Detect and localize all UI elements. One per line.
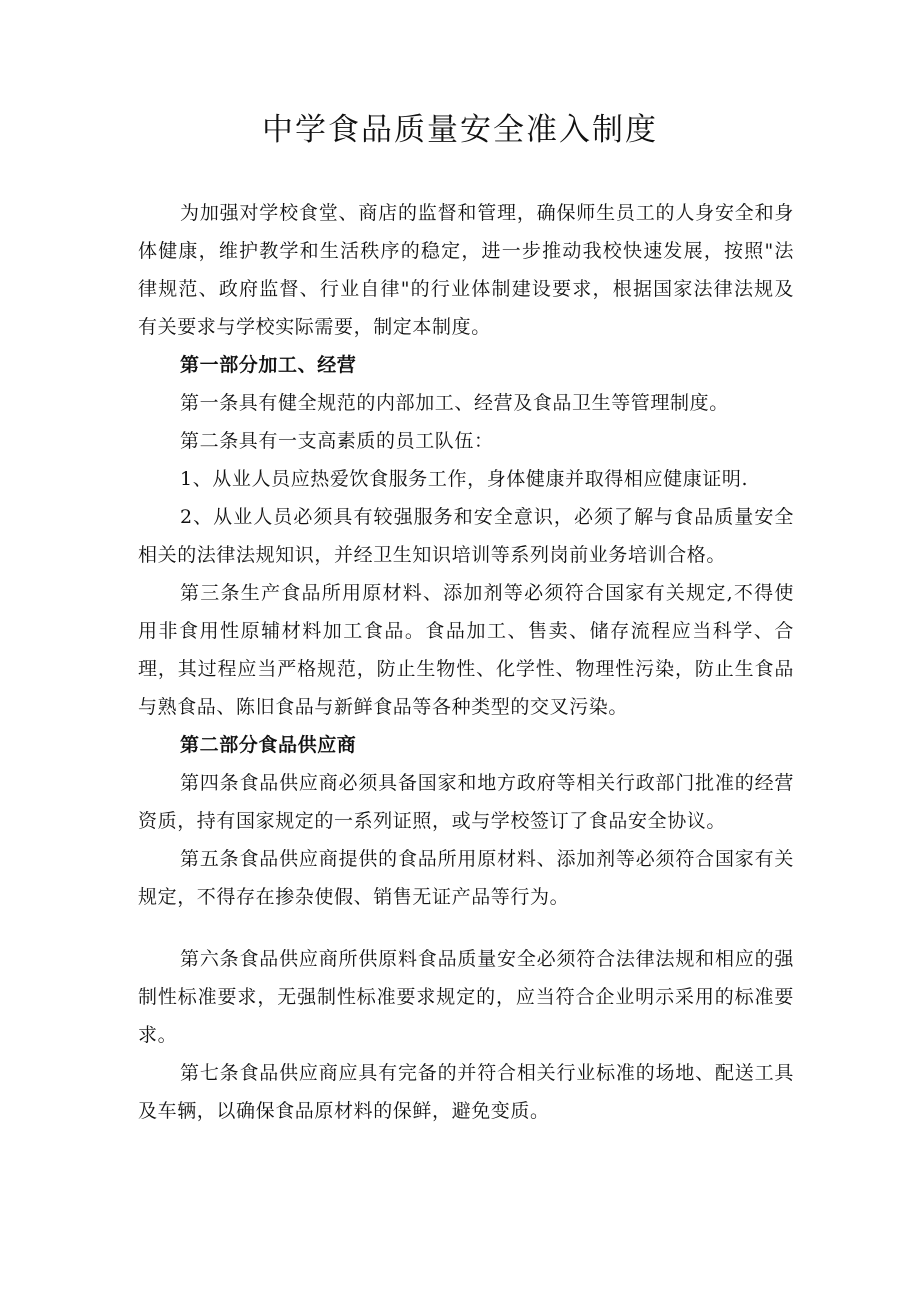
part2-heading: 第二部分食品供应商	[180, 734, 357, 756]
paragraph-gap	[138, 916, 794, 940]
article-5: 第五条食品供应商提供的食品所用原材料、添加剂等必须符合国家有关规定，不得存在掺杂使假、销售无证产品等行为。	[138, 848, 794, 908]
article-2-item-2: 2、从业人员必须具有较强服务和安全意识，必须了解与食品质量安全相关的法律法规知识，并经卫生知识培训等系列岗前业务培训合格。	[138, 506, 794, 566]
document-title: 中学食品质量安全准入制度	[262, 112, 658, 148]
article-1: 第一条具有健全规范的内部加工、经营及食品卫生等管理制度。	[180, 392, 729, 414]
article-4: 第四条食品供应商必须具备国家和地方政府等相关行政部门批准的经营资质，持有国家规定的一系列证照，或与学校签订了食品安全协议。	[138, 772, 794, 832]
article-2: 第二条具有一支高素质的员工队伍：	[180, 430, 494, 452]
article-7: 第七条食品供应商应具有完备的并符合相关行业标准的场地、配送工具及车辆，以确保食品原材料的保鲜，避免变质。	[138, 1062, 794, 1122]
article-2-item-1: 1、从业人员应热爱饮食服务工作，身体健康并取得相应健康证明.	[180, 468, 749, 490]
intro-paragraph: 为加强对学校食堂、商店的监督和管理，确保师生员工的人身安全和身体健康，维护教学和生活秩序的稳定，进一步推动我校快速发展，按照"法律规范、政府监督、行业自律"的行业体制建设要求，根据国家法律法规及有关要求与学校实际需要，制定本制度。	[138, 202, 794, 338]
part1-heading: 第一部分加工、经营	[180, 354, 357, 376]
article-6: 第六条食品供应商所供原料食品质量安全必须符合法律法规和相应的强制性标准要求，无强制性标准要求规定的，应当符合企业明示采用的标准要求。	[138, 948, 794, 1046]
article-3: 第三条生产食品所用原材料、添加剂等必须符合国家有关规定,不得使用非食用性原辅材料加工食品。食品加工、售卖、储存流程应当科学、合理，其过程应当严格规范，防止生物性、化学性、物理性污染，防止生食品与熟食品、陈旧食品与新鲜食品等各种类型的交叉污染。	[138, 582, 794, 718]
document-body	[138, 194, 794, 1130]
